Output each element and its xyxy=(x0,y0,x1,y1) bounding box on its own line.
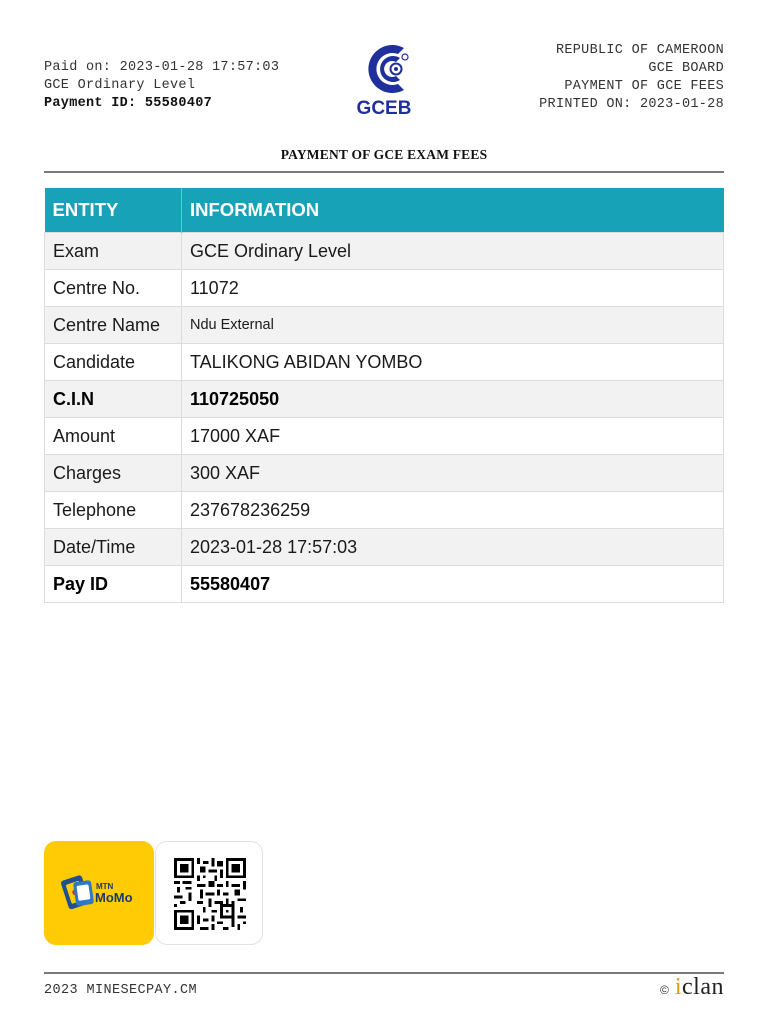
brand-rest-text: clan xyxy=(682,974,724,1000)
table-row xyxy=(45,566,724,603)
qr-code-card xyxy=(155,841,263,945)
row-value: 17000 XAF xyxy=(182,418,724,455)
row-label: Charges xyxy=(45,455,182,492)
board-text: GCE BOARD xyxy=(648,61,724,76)
row-label: C.I.N xyxy=(45,381,182,418)
paid-on-text: Paid on: 2023-01-28 17:57:03 xyxy=(44,60,280,75)
title-divider xyxy=(44,171,724,173)
information-header: INFORMATION xyxy=(182,188,724,233)
footer-divider xyxy=(44,972,724,974)
row-value: 2023-01-28 17:57:03 xyxy=(182,529,724,566)
header-left xyxy=(44,59,279,113)
row-value: 55580407 xyxy=(182,566,724,603)
printed-on-text: PRINTED ON: 2023-01-28 xyxy=(539,97,724,112)
payment-info-table xyxy=(44,188,724,603)
row-label: Date/Time xyxy=(45,529,182,566)
table-row xyxy=(45,418,724,455)
row-label: Pay ID xyxy=(45,566,182,603)
table-row xyxy=(45,270,724,307)
row-label: Candidate xyxy=(45,344,182,381)
mtn-momo-logo xyxy=(44,841,154,945)
row-value: 11072 xyxy=(182,270,724,307)
document-title: PAYMENT OF GCE EXAM FEES xyxy=(280,147,488,162)
table-row xyxy=(45,307,724,344)
row-label: Amount xyxy=(45,418,182,455)
footer-brand xyxy=(660,974,724,1001)
row-value: TALIKONG ABIDAN YOMBO xyxy=(182,344,724,381)
logo-text: GCEB xyxy=(356,98,412,118)
brand-i-letter: i xyxy=(674,974,683,1000)
row-label: Centre Name xyxy=(45,307,182,344)
momo-brand-text: MoMo xyxy=(95,890,133,905)
row-label: Centre No. xyxy=(45,270,182,307)
row-value: 300 XAF xyxy=(182,455,724,492)
table-row xyxy=(45,233,724,270)
iclan-logo xyxy=(675,974,724,1001)
republic-text: REPUBLIC OF CAMEROON xyxy=(555,43,724,58)
table-header-row xyxy=(45,188,724,233)
table-row xyxy=(45,381,724,418)
row-value: Ndu External xyxy=(182,307,724,344)
momo-mtn-text: MTN xyxy=(96,882,114,891)
momo-wallet-icon xyxy=(44,841,154,945)
row-label: Exam xyxy=(45,233,182,270)
copyright-symbol: © xyxy=(660,983,669,997)
row-value: 110725050 xyxy=(182,381,724,418)
row-label: Telephone xyxy=(45,492,182,529)
table-row xyxy=(45,455,724,492)
table-row xyxy=(45,529,724,566)
qr-code-icon xyxy=(173,858,247,930)
row-value: 237678236259 xyxy=(182,492,724,529)
table-row xyxy=(45,492,724,529)
exam-level-text: GCE Ordinary Level xyxy=(44,78,196,93)
payment-id-text: Payment ID: 55580407 xyxy=(44,96,213,111)
gceb-logo xyxy=(356,40,412,118)
footer-site-text: 2023 MINESECPAY.CM xyxy=(44,983,198,998)
table-row xyxy=(45,344,724,381)
payment-of-text: PAYMENT OF GCE FEES xyxy=(564,79,724,94)
row-value: GCE Ordinary Level xyxy=(182,233,724,270)
header-right xyxy=(539,42,724,114)
entity-header: ENTITY xyxy=(45,188,182,233)
